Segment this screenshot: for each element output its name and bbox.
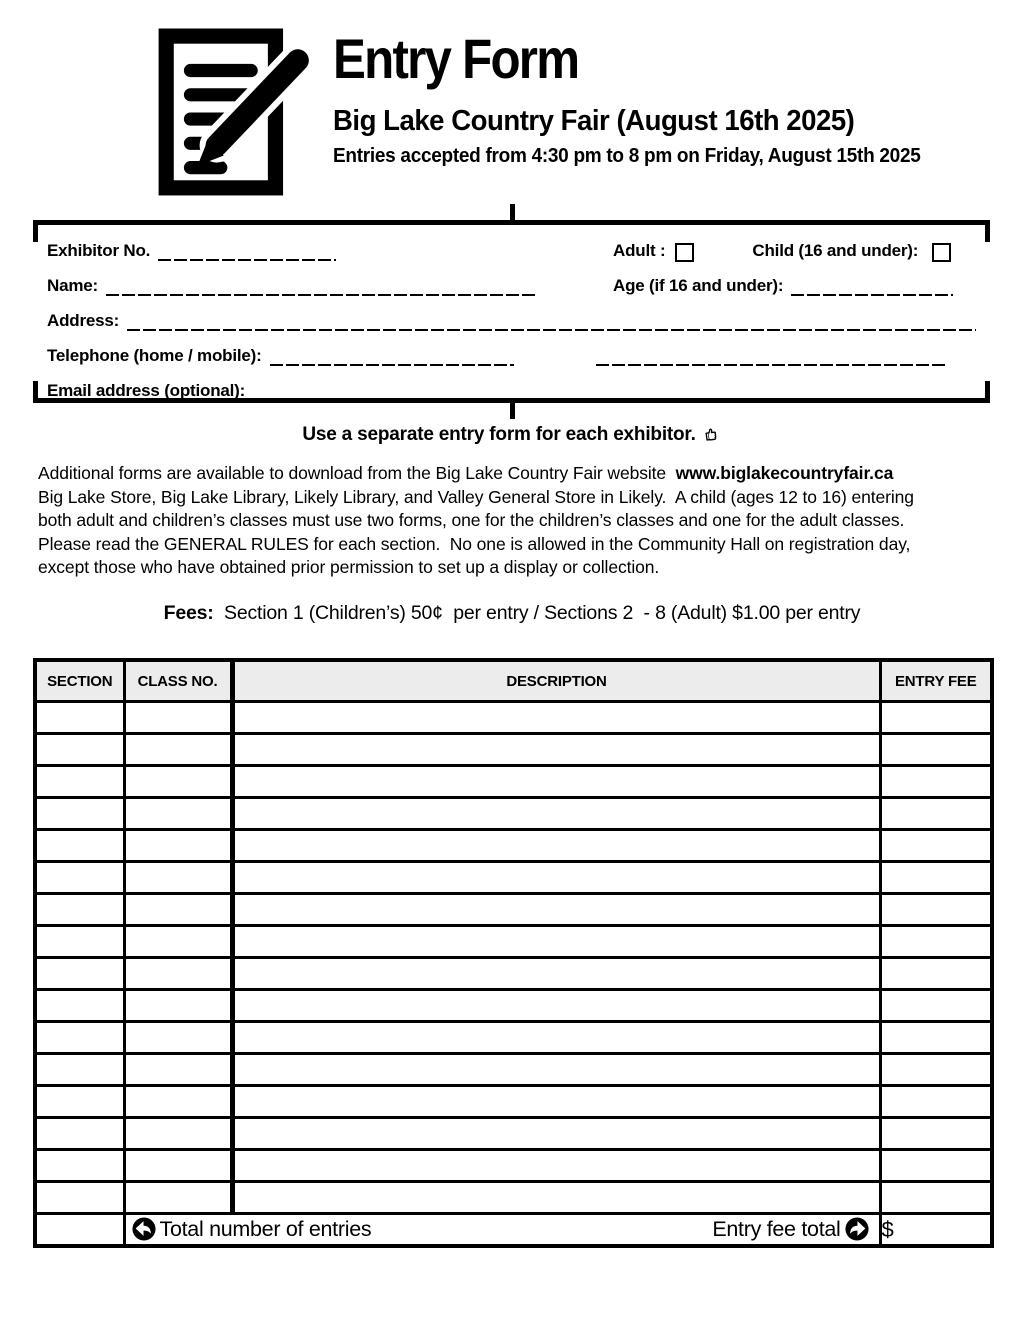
- document-pencil-icon: [150, 28, 322, 200]
- paragraph-line3: both adult and children’s classes must use two forms, one for the children’s classes and one for the adult classes.: [38, 510, 905, 530]
- empty-cell-section[interactable]: [35, 766, 124, 798]
- empty-cell-class[interactable]: [124, 702, 232, 734]
- name-field[interactable]: [106, 278, 536, 296]
- empty-cell-desc[interactable]: [232, 926, 880, 958]
- paragraph-line2: Big Lake Store, Big Lake Library, Likely Library, and Valley General Store in Likely. A child (ages 12 to 16) entering: [38, 486, 914, 507]
- table-row: [35, 990, 992, 1022]
- empty-cell-class[interactable]: [124, 1022, 232, 1054]
- table-row: [35, 702, 992, 734]
- corner-mark: [33, 381, 38, 398]
- entries-accepted-line: Entries accepted from 4:30 pm to 8 pm on Friday, August 15th 2025: [333, 144, 921, 167]
- exhibitor-no-label: Exhibitor No.: [47, 241, 151, 260]
- entry-rows: [35, 702, 992, 1214]
- address-label: Address:: [47, 311, 120, 330]
- adult-checkbox[interactable]: [675, 243, 694, 262]
- empty-cell-desc[interactable]: [232, 1118, 880, 1150]
- empty-cell-desc[interactable]: [232, 894, 880, 926]
- email-field[interactable]: [253, 383, 961, 401]
- empty-cell-section[interactable]: [35, 958, 124, 990]
- empty-cell-section[interactable]: [35, 1150, 124, 1182]
- empty-cell-section[interactable]: [35, 862, 124, 894]
- telephone-label: Telephone (home / mobile):: [47, 346, 262, 365]
- empty-cell-desc[interactable]: [232, 958, 880, 990]
- empty-cell-section[interactable]: [35, 1086, 124, 1118]
- exhibitor-info-box: [33, 220, 990, 403]
- table-row: [35, 862, 992, 894]
- empty-cell-class[interactable]: [124, 766, 232, 798]
- fees-label: Fees:: [163, 602, 214, 624]
- empty-cell-class[interactable]: [124, 894, 232, 926]
- name-label: Name:: [47, 276, 98, 295]
- empty-cell-fee[interactable]: [880, 766, 992, 798]
- center-tick-mark: [510, 403, 515, 419]
- empty-cell-fee[interactable]: [880, 1150, 992, 1182]
- empty-cell-class[interactable]: [124, 1086, 232, 1118]
- empty-cell-fee[interactable]: [880, 958, 992, 990]
- arrow-right-icon: [845, 1217, 869, 1242]
- header-section: SECTION: [35, 660, 124, 702]
- empty-cell-desc[interactable]: [232, 1086, 880, 1118]
- empty-cell-desc[interactable]: [232, 734, 880, 766]
- age-field[interactable]: [791, 278, 953, 296]
- exhibitor-no-field[interactable]: [158, 243, 336, 261]
- empty-cell-class[interactable]: [124, 1054, 232, 1086]
- corner-mark: [33, 225, 38, 242]
- arrow-left-icon: [132, 1217, 156, 1242]
- additional-info-paragraph: [38, 462, 990, 580]
- empty-cell-desc[interactable]: [232, 990, 880, 1022]
- fees-line: [0, 602, 1024, 625]
- empty-cell-desc[interactable]: [232, 830, 880, 862]
- empty-cell-section[interactable]: [35, 1022, 124, 1054]
- empty-cell-fee[interactable]: [880, 926, 992, 958]
- paragraph-line4: Please read the GENERAL RULES for each section. No one is allowed in the Community Hall on registration day,: [38, 533, 911, 554]
- totals-section-cell: [35, 1214, 124, 1247]
- empty-cell-class[interactable]: [124, 990, 232, 1022]
- empty-cell-section[interactable]: [35, 926, 124, 958]
- empty-cell-fee[interactable]: [880, 1118, 992, 1150]
- empty-cell-fee[interactable]: [880, 1054, 992, 1086]
- adult-label: Adult :: [613, 241, 666, 260]
- child-checkbox[interactable]: [932, 243, 951, 262]
- empty-cell-fee[interactable]: [880, 702, 992, 734]
- table-row: [35, 926, 992, 958]
- empty-cell-fee[interactable]: [880, 894, 992, 926]
- empty-cell-fee[interactable]: [880, 1086, 992, 1118]
- table-row: [35, 894, 992, 926]
- empty-cell-section[interactable]: [35, 1054, 124, 1086]
- empty-cell-section[interactable]: [35, 1118, 124, 1150]
- table-row: [35, 1118, 992, 1150]
- separate-form-note: [0, 424, 1024, 449]
- totals-labels-cell: [124, 1214, 880, 1247]
- empty-cell-desc[interactable]: [232, 1150, 880, 1182]
- empty-cell-class[interactable]: [124, 830, 232, 862]
- corner-mark: [985, 225, 990, 242]
- center-tick-mark: [510, 204, 515, 220]
- empty-cell-class[interactable]: [124, 1182, 232, 1214]
- empty-cell-fee[interactable]: [880, 990, 992, 1022]
- table-row: [35, 830, 992, 862]
- entry-fee-total-cell[interactable]: [880, 1214, 992, 1247]
- website-url: www.biglakecountryfair.ca: [675, 463, 894, 483]
- empty-cell-class[interactable]: [124, 958, 232, 990]
- empty-cell-section[interactable]: [35, 1182, 124, 1214]
- child-label: Child (16 and under):: [752, 241, 919, 260]
- empty-cell-section[interactable]: [35, 798, 124, 830]
- empty-cell-desc[interactable]: [232, 1022, 880, 1054]
- empty-cell-fee[interactable]: [880, 1182, 992, 1214]
- fair-name-date: Big Lake Country Fair (August 16th 2025): [333, 104, 855, 137]
- paragraph-line1: Additional forms are available to download from the Big Lake Country Fair website: [38, 463, 676, 483]
- table-row: [35, 1054, 992, 1086]
- empty-cell-fee[interactable]: [880, 830, 992, 862]
- hand-icon: [701, 423, 723, 450]
- header-class-no: CLASS NO.: [124, 660, 232, 702]
- empty-cell-section[interactable]: [35, 990, 124, 1022]
- empty-cell-desc[interactable]: [232, 1182, 880, 1214]
- totals-row: [35, 1214, 992, 1247]
- corner-mark: [985, 381, 990, 398]
- empty-cell-class[interactable]: [124, 734, 232, 766]
- empty-cell-fee[interactable]: [880, 862, 992, 894]
- empty-cell-desc[interactable]: [232, 862, 880, 894]
- table-row: [35, 1150, 992, 1182]
- empty-cell-desc[interactable]: [232, 798, 880, 830]
- age-label: Age (if 16 and under):: [613, 276, 784, 295]
- table-row: [35, 1022, 992, 1054]
- empty-cell-class[interactable]: [124, 926, 232, 958]
- table-row: [35, 1086, 992, 1118]
- empty-cell-section[interactable]: [35, 830, 124, 862]
- table-row: [35, 958, 992, 990]
- empty-cell-fee[interactable]: [880, 1022, 992, 1054]
- entry-fee-total-label: Entry fee total: [712, 1217, 841, 1241]
- fees-text: Section 1 (Children’s) 50¢ per entry / Sections 2 - 8 (Adult) $1.00 per entry: [213, 602, 861, 624]
- empty-cell-class[interactable]: [124, 798, 232, 830]
- empty-cell-section[interactable]: [35, 734, 124, 766]
- header-entry-fee: ENTRY FEE: [880, 660, 992, 702]
- empty-cell-desc[interactable]: [232, 766, 880, 798]
- empty-cell-class[interactable]: [124, 862, 232, 894]
- email-label: Email address (optional):: [47, 381, 246, 400]
- empty-cell-class[interactable]: [124, 1118, 232, 1150]
- empty-cell-section[interactable]: [35, 894, 124, 926]
- empty-cell-desc[interactable]: [232, 1054, 880, 1086]
- empty-cell-fee[interactable]: [880, 734, 992, 766]
- telephone-field-1[interactable]: [270, 348, 514, 366]
- total-entries-label: Total number of entries: [159, 1217, 372, 1241]
- empty-cell-desc[interactable]: [232, 702, 880, 734]
- empty-cell-section[interactable]: [35, 702, 124, 734]
- empty-cell-fee[interactable]: [880, 798, 992, 830]
- currency-sign: $: [881, 1216, 894, 1242]
- entry-table: [33, 658, 994, 1248]
- empty-cell-class[interactable]: [124, 1150, 232, 1182]
- header-description: DESCRIPTION: [232, 660, 880, 702]
- table-row: [35, 798, 992, 830]
- paragraph-line5: except those who have obtained prior permission to set up a display or collection.: [38, 557, 660, 577]
- table-header-row: [35, 660, 992, 702]
- telephone-field-2[interactable]: [596, 348, 948, 366]
- page-title: Entry Form: [333, 27, 579, 90]
- table-row: [35, 734, 992, 766]
- separate-form-note-text: Use a separate entry form for each exhibitor.: [302, 424, 696, 445]
- address-field[interactable]: [127, 313, 976, 331]
- table-row: [35, 766, 992, 798]
- table-row: [35, 1182, 992, 1214]
